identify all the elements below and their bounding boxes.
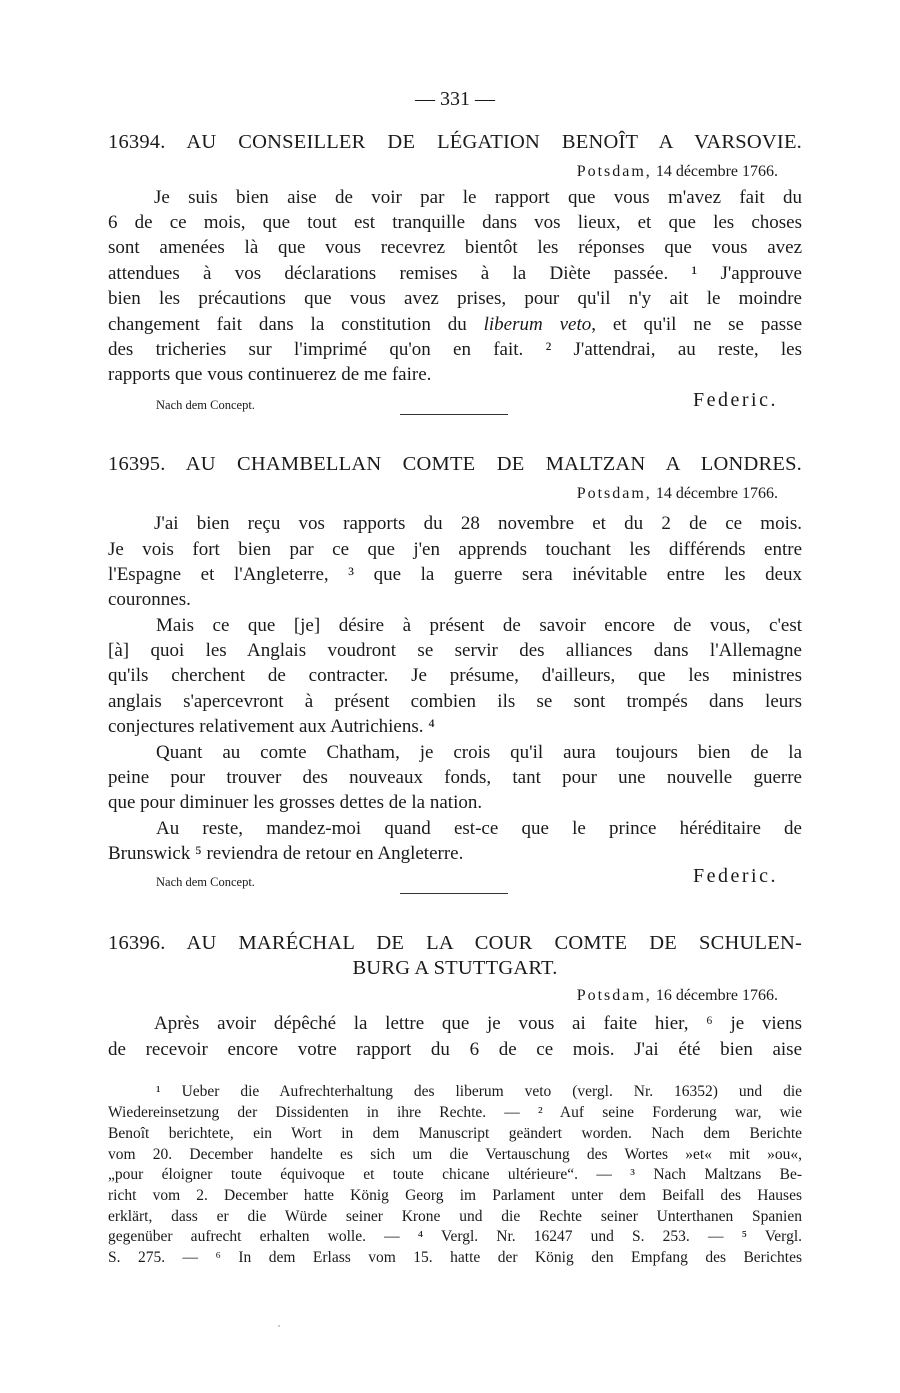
dateline-place: Potsdam,	[576, 485, 652, 502]
letter-heading-continuation: BURG A STUTTGART.	[352, 957, 558, 979]
body-line: Quant au comte Chatham, je crois qu'il aura toujours bien de la	[156, 742, 802, 763]
dateline-date: 14 décembre 1766.	[655, 485, 778, 502]
footnote-line: S. 275. — ⁶ In dem Erlass vom 15. hatte der König den Empfang des Berichtes	[108, 1249, 802, 1266]
footnote-line: richt vom 2. December hatte König Georg im Parlament unter dem Beifall des Hauses	[108, 1187, 802, 1204]
body-line: J'ai bien reçu vos rapports du 28 novembre et du 2 de ce mois.	[154, 513, 802, 534]
body-line: attendues à vos déclarations remises à la Diète passée. ¹ J'approuve	[108, 263, 802, 284]
dateline-date: 14 décembre 1766.	[655, 163, 778, 180]
signature: Federic.	[693, 389, 778, 411]
footnote-line: gegenüber aufrecht erhalten wolle. — ⁴ Vergl. Nr. 16247 und S. 253. — ⁵ Vergl.	[108, 1228, 802, 1245]
body-line: qu'ils cherchent de contracter. Je présume, d'ailleurs, que les ministres	[108, 665, 802, 686]
dateline-place: Potsdam,	[576, 987, 652, 1004]
footnote-line: ¹ Ueber die Aufrechterhaltung des liberum veto (vergl. Nr. 16352) und die	[156, 1083, 802, 1100]
letter-dateline	[577, 485, 778, 503]
letter-heading: 16395. AU CHAMBELLAN COMTE DE MALTZAN A LONDRES.	[108, 453, 802, 475]
letter-heading: 16394. AU CONSEILLER DE LÉGATION BENOÎT A VARSOVIE.	[108, 131, 802, 153]
dateline-place: Potsdam,	[576, 163, 652, 180]
footnote-line: vom 20. December handelte es sich um die Vertauschung des Wortes »et« mit »ou«,	[108, 1146, 802, 1163]
source-note: Nach dem Concept.	[156, 398, 255, 412]
letter-heading: 16396. AU MARÉCHAL DE LA COUR COMTE DE SCHULEN-	[108, 932, 802, 954]
body-line: Brunswick ⁵ reviendra de retour en Angleterre.	[108, 843, 464, 864]
body-line: des tricheries sur l'imprimé qu'on en fait. ² J'attendrai, au reste, les	[108, 339, 802, 360]
body-line: conjectures relativement aux Autrichiens. ⁴	[108, 716, 435, 737]
footnote-line: Benoît berichtete, ein Wort in dem Manuscript geändert worden. Nach dem Berichte	[108, 1125, 802, 1142]
letter-dateline	[577, 987, 778, 1005]
body-line: de recevoir encore votre rapport du 6 de ce mois. J'ai été bien aise	[108, 1039, 802, 1060]
body-line: couronnes.	[108, 589, 191, 610]
dateline-date: 16 décembre 1766.	[655, 987, 778, 1004]
section-divider	[400, 893, 508, 894]
body-line: anglais s'apercevront à présent combien ils se sont trompés dans leurs	[108, 691, 802, 712]
footnote-line: „pour éloigner toute équivoque et toute chicane ultérieure“. — ³ Nach Maltzans Be-	[108, 1166, 802, 1183]
body-line: [à] quoi les Anglais voudront se servir des alliances dans l'Allemagne	[108, 640, 802, 661]
italic-term: liberum veto	[483, 314, 592, 335]
body-line: sont amenées là que vous recevrez bientôt les réponses que vous avez	[108, 237, 802, 258]
body-line: Après avoir dépêché la lettre que je vous ai faite hier, ⁶ je viens	[154, 1013, 802, 1034]
source-note: Nach dem Concept.	[156, 875, 255, 889]
body-line: bien les précautions que vous avez prises, pour qu'il n'y ait le moindre	[108, 288, 802, 309]
body-line: Au reste, mandez-moi quand est-ce que le prince héréditaire de	[156, 818, 802, 839]
scan-speck	[278, 1325, 280, 1327]
letter-dateline	[577, 163, 778, 181]
body-line: Mais ce que [je] désire à présent de savoir encore de vous, c'est	[156, 615, 802, 636]
footnote-line: erklärt, dass er die Würde seiner Krone und die Rechte seiner Unterthanen Spanien	[108, 1208, 802, 1225]
body-line: l'Espagne et l'Angleterre, ³ que la guerre sera inévitable entre les deux	[108, 564, 802, 585]
body-line: Je vois fort bien par ce que j'en apprends touchant les différends entre	[108, 539, 802, 560]
body-line: peine pour trouver des nouveaux fonds, tant pour une nouvelle guerre	[108, 767, 802, 788]
body-line: rapports que vous continuerez de me faire.	[108, 364, 432, 385]
signature: Federic.	[693, 865, 778, 887]
page-number: — 331 —	[415, 88, 495, 110]
body-line: Je suis bien aise de voir par le rapport que vous m'avez fait du	[154, 187, 802, 208]
footnote-line: Wiedereinsetzung der Dissidenten in ihre Rechte. — ² Auf seine Forderung war, wie	[108, 1104, 802, 1121]
body-line: 6 de ce mois, que tout est tranquille dans vos lieux, et que les choses	[108, 212, 802, 233]
body-line: changement fait dans la constitution du liberum veto, et qu'il ne se passe	[108, 314, 802, 335]
body-line: que pour diminuer les grosses dettes de la nation.	[108, 792, 483, 813]
section-divider	[400, 414, 508, 415]
